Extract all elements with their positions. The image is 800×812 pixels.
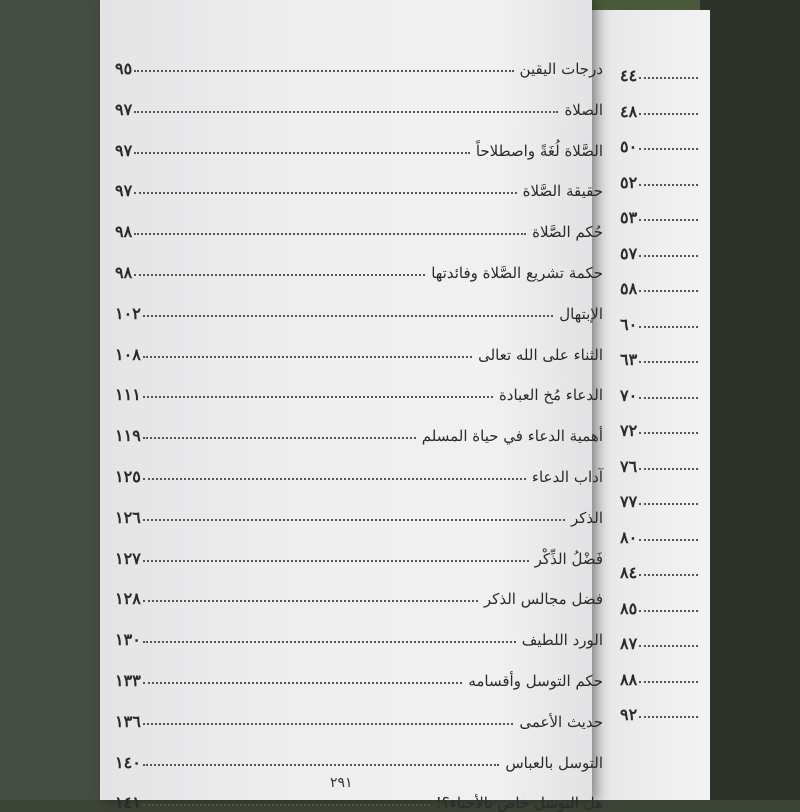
facing-entry <box>620 481 700 511</box>
dot-leader <box>639 503 698 505</box>
toc-entry <box>115 334 603 364</box>
dot-leader <box>143 478 526 480</box>
dot-leader <box>639 290 698 292</box>
dot-leader <box>143 600 478 602</box>
toc-entry-page: ١٣٠ <box>115 630 141 650</box>
facing-entry-page: ٨٤ <box>620 563 638 582</box>
facing-entry-page: ٨٧ <box>620 634 638 653</box>
toc-entry <box>115 211 603 241</box>
toc-entry <box>115 415 603 445</box>
facing-entry-page: ٧٠ <box>620 385 638 405</box>
facing-entry <box>620 55 700 85</box>
toc-entry <box>115 782 603 812</box>
dot-leader <box>639 184 698 186</box>
toc-entry-title: آداب الدعاء <box>531 468 603 486</box>
dot-leader <box>639 255 698 257</box>
toc-entry-page: ١٢٥ <box>115 467 141 486</box>
toc-entry-title: حقيقة الصَّلاة <box>522 182 603 201</box>
toc-entry-page: ١٢٦ <box>115 507 141 527</box>
dot-leader <box>143 315 553 317</box>
dot-leader <box>134 111 558 113</box>
facing-entry-page: ٤٨ <box>620 101 638 121</box>
toc-entry <box>115 170 603 200</box>
dot-leader <box>134 152 470 154</box>
dot-leader <box>134 70 513 72</box>
page-folio: ٢٩١ <box>330 775 353 791</box>
toc-entry-title: حُكم الصَّلاة <box>532 223 603 242</box>
facing-entry-page: ٧٧ <box>620 492 638 511</box>
toc-entry <box>115 89 603 119</box>
toc-entry-page: ١٤٠ <box>115 752 141 772</box>
toc-entry-page: ٩٥ <box>115 59 133 78</box>
facing-entry <box>620 162 700 192</box>
dot-leader <box>143 396 493 398</box>
facing-entry-page: ٤٤ <box>620 66 638 85</box>
toc-entry-page: ١٢٨ <box>115 589 141 609</box>
facing-entry-page: ٥٨ <box>620 279 638 298</box>
facing-entry <box>620 552 700 582</box>
facing-entry-page: ٥٢ <box>620 172 638 192</box>
facing-entry <box>620 304 700 334</box>
facing-entry-page: ٥٠ <box>620 137 638 156</box>
toc-entry-title: الإبتهال <box>559 304 603 323</box>
toc-entry-page: ٩٨ <box>115 222 133 242</box>
facing-entry <box>620 233 700 263</box>
toc-entry-title: التوسل بالعباس <box>505 753 603 772</box>
dot-leader <box>143 560 529 562</box>
dot-leader <box>639 716 698 718</box>
dot-leader <box>143 437 416 439</box>
facing-entry <box>620 446 700 476</box>
toc-entry-page: ١١١ <box>115 385 141 405</box>
dot-leader <box>639 610 698 612</box>
dot-leader <box>639 574 698 576</box>
dot-leader <box>639 432 698 434</box>
dot-leader <box>134 233 526 235</box>
facing-entry <box>620 197 700 227</box>
toc-entry-page: ١١٩ <box>115 426 141 446</box>
dot-leader <box>639 361 698 363</box>
toc-entry-title: الصلاة <box>564 100 603 119</box>
facing-entry-page: ٧٦ <box>620 456 638 476</box>
toc-entry <box>115 374 603 404</box>
toc-entry-title: الذكر <box>570 508 603 527</box>
toc-entry-title: فَضْلُ الذِّكْر <box>534 549 603 568</box>
dot-leader <box>639 681 698 683</box>
facing-entry <box>620 517 700 547</box>
toc-entry-title: الثناء على الله تعالى <box>478 345 603 364</box>
toc-entry <box>115 48 603 78</box>
dot-leader <box>143 519 565 521</box>
dot-leader <box>143 682 463 684</box>
dot-leader <box>639 113 698 115</box>
background-left <box>0 0 100 800</box>
facing-entry-page: ٥٣ <box>620 208 638 227</box>
toc-entry <box>115 456 603 486</box>
dot-leader <box>143 723 514 725</box>
facing-entry <box>620 410 700 440</box>
facing-entry-page: ٥٧ <box>620 243 638 263</box>
facing-entry <box>620 623 700 653</box>
facing-entry <box>620 91 700 121</box>
toc-entry-title: هل التوسل خاص بالأحياء؟! <box>435 794 603 812</box>
toc-entry <box>115 293 603 323</box>
toc-entry <box>115 701 603 731</box>
dot-leader <box>639 468 698 470</box>
facing-entry <box>620 659 700 689</box>
facing-entry-page: ٧٢ <box>620 421 638 440</box>
facing-entry-page: ٨٨ <box>620 669 638 689</box>
toc-entry-title: درجات اليقين <box>519 60 603 78</box>
facing-entry <box>620 268 700 298</box>
toc-entry-page: ١٣٦ <box>115 711 141 731</box>
facing-entry <box>620 588 700 618</box>
dot-leader <box>639 539 698 541</box>
facing-entry <box>620 694 700 724</box>
toc-entry <box>115 660 603 690</box>
facing-entry <box>620 339 700 369</box>
facing-entry-page: ٦٣ <box>620 350 638 369</box>
toc-entry <box>115 619 603 649</box>
toc-entry-title: حديث الأعمى <box>519 712 603 731</box>
toc-entry-title: الدعاء مُخ العبادة <box>498 386 603 405</box>
toc-entry-page: ٩٨ <box>115 263 133 282</box>
dot-leader <box>134 274 425 276</box>
toc-entry-title: فضل مجالس الذكر <box>483 590 603 609</box>
dot-leader <box>639 77 698 79</box>
toc-entry-title: حكم التوسل وأقسامه <box>468 672 603 690</box>
toc-entry <box>115 497 603 527</box>
facing-entry <box>620 375 700 405</box>
toc-entry-title: الورد اللطيف <box>521 631 603 650</box>
toc-entry-page: ٩٧ <box>115 140 133 160</box>
dot-leader <box>639 645 698 647</box>
toc-entry-page: ٩٧ <box>115 99 133 119</box>
toc-entry-page: ١٤١ <box>115 793 141 812</box>
toc-entry-page: ١٠٢ <box>115 303 141 323</box>
facing-entry-page: ٨٠ <box>620 527 638 547</box>
background-right <box>700 0 800 800</box>
dot-leader <box>134 192 516 194</box>
toc-entry <box>115 742 603 772</box>
toc-entry <box>115 130 603 160</box>
toc-entry-title: حكمة تشريع الصَّلاة وفائدتها <box>431 264 603 282</box>
dot-leader <box>639 326 698 328</box>
facing-entry-page: ٩٢ <box>620 705 638 724</box>
toc-entry <box>115 578 603 608</box>
toc-entry-title: أهمية الدعاء في حياة المسلم <box>421 427 603 446</box>
dot-leader <box>143 356 472 358</box>
dot-leader <box>639 219 698 221</box>
toc-entry-page: ١٢٧ <box>115 548 141 568</box>
toc-entry-page: ٩٧ <box>115 181 133 201</box>
facing-entry-page: ٨٥ <box>620 598 638 618</box>
dot-leader <box>639 397 698 399</box>
dot-leader <box>639 148 698 150</box>
dot-leader <box>143 764 500 766</box>
facing-entry <box>620 126 700 156</box>
toc-entry-page: ١٠٨ <box>115 344 141 364</box>
facing-entry-page: ٦٠ <box>620 314 638 334</box>
toc-entry-title: الصَّلاة لُغَةً واصطلاحاً <box>475 141 603 160</box>
dot-leader <box>143 641 516 643</box>
toc-entry <box>115 252 603 282</box>
toc-entry-page: ١٣٣ <box>115 671 141 690</box>
dot-leader <box>143 804 430 806</box>
toc-entry <box>115 538 603 568</box>
